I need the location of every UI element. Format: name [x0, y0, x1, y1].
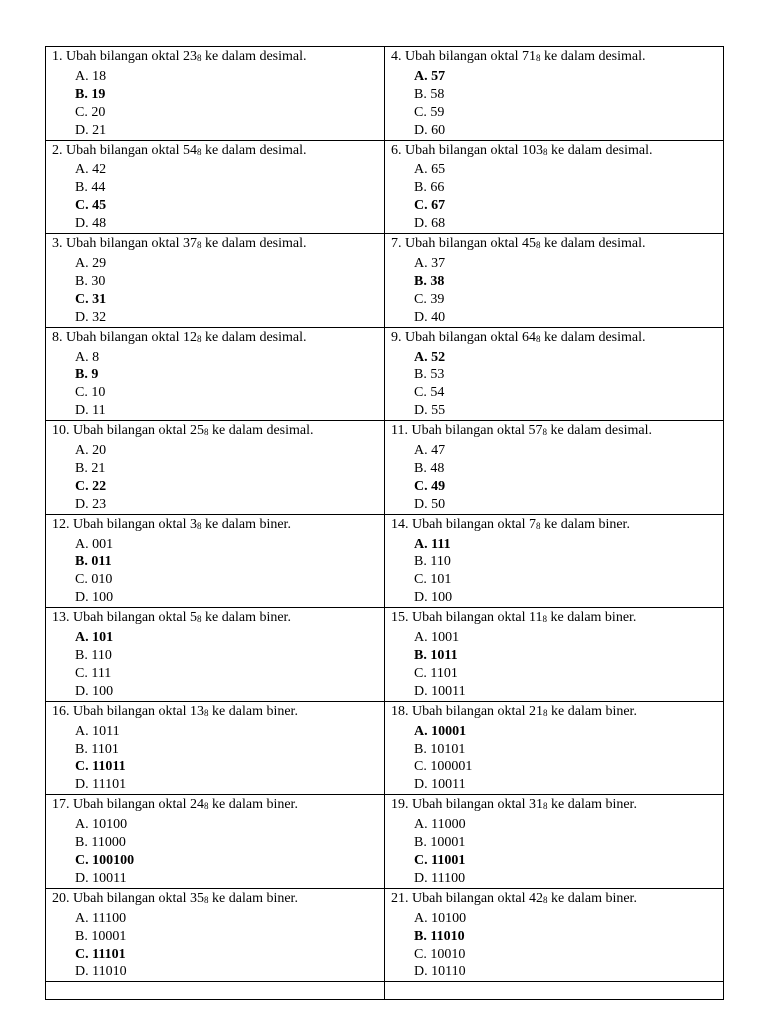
base-subscript: 8 — [542, 427, 548, 438]
answer-option: C. 20 — [75, 104, 106, 120]
answer-option: D. 10011 — [414, 777, 466, 793]
answer-option: A. 11000 — [414, 817, 466, 833]
question-prefix: 14. Ubah bilangan oktal 7 — [391, 516, 537, 532]
answer-option: A. 001 — [75, 536, 114, 552]
answer-option: B. 110 — [414, 554, 451, 570]
question-row — [46, 888, 724, 982]
base-subscript: 8 — [197, 240, 202, 251]
answer-option-correct: A. 57 — [414, 68, 446, 84]
answer-option: C. 100001 — [414, 759, 473, 775]
answer-option: B. 66 — [414, 180, 445, 196]
base-subscript: 8 — [536, 53, 541, 63]
question-cell — [385, 608, 724, 702]
question-prefix: 10. Ubah bilangan oktal 25 — [52, 423, 205, 439]
answer-option: B. 53 — [414, 367, 445, 383]
answer-option: A. 47 — [414, 443, 446, 459]
question-row — [46, 234, 724, 328]
question-text — [52, 516, 378, 536]
answer-option: A. 20 — [75, 443, 107, 459]
question-text — [391, 235, 717, 255]
base-subscript: 8 — [197, 520, 202, 531]
answer-option: A. 8 — [75, 349, 100, 365]
answer-option-correct: C. 31 — [75, 291, 107, 307]
question-suffix: ke dalam desimal. — [540, 329, 646, 345]
answer-option: D. 100 — [414, 590, 453, 606]
question-suffix: ke dalam biner. — [208, 797, 298, 813]
answer-option: C. 39 — [414, 291, 445, 307]
answer-option: B. 44 — [75, 180, 106, 196]
question-text — [391, 516, 717, 536]
answer-option-correct: C. 49 — [414, 478, 446, 494]
answer-option-correct: B. 011 — [75, 554, 112, 570]
question-cell — [385, 514, 724, 608]
quiz-table — [45, 46, 724, 1000]
answer-option: D. 40 — [414, 309, 446, 325]
question-suffix: ke dalam biner. — [201, 516, 291, 532]
question-cell — [385, 327, 724, 421]
question-prefix: 9. Ubah bilangan oktal 64 — [391, 329, 537, 345]
question-row — [46, 795, 724, 889]
question-suffix: ke dalam desimal. — [547, 142, 653, 158]
question-prefix: 2. Ubah bilangan oktal 54 — [52, 142, 198, 158]
question-text — [391, 48, 717, 68]
question-text — [52, 48, 378, 68]
base-subscript: 8 — [543, 707, 548, 718]
question-suffix: ke dalam biner. — [547, 703, 637, 719]
answer-option: D. 21 — [75, 122, 107, 138]
answer-option-correct: C. 22 — [75, 478, 107, 494]
question-text — [52, 329, 378, 349]
question-prefix: 1. Ubah bilangan oktal 23 — [52, 49, 198, 64]
answer-option: A. 18 — [75, 68, 107, 84]
empty-row — [46, 982, 724, 1000]
answer-option: C. 54 — [414, 385, 445, 401]
answer-option: D. 55 — [414, 403, 446, 419]
question-text — [52, 796, 378, 816]
question-prefix: 13. Ubah bilangan oktal 5 — [52, 610, 198, 626]
answer-option: D. 11 — [75, 403, 106, 419]
question-text — [52, 890, 378, 910]
answer-option: D. 68 — [414, 216, 446, 232]
base-subscript: 8 — [197, 146, 202, 157]
answer-option-correct: A. 101 — [75, 630, 114, 646]
base-subscript: 8 — [543, 894, 548, 905]
answer-option: A. 10100 — [414, 910, 467, 926]
base-subscript: 8 — [204, 801, 209, 812]
question-prefix: 6. Ubah bilangan oktal 103 — [391, 142, 544, 158]
question-prefix: 16. Ubah bilangan oktal 13 — [52, 703, 205, 719]
question-cell — [46, 888, 385, 982]
answer-option: D. 10011 — [75, 870, 127, 886]
question-text — [52, 142, 378, 162]
question-cell — [385, 421, 724, 515]
answer-option: A. 1001 — [414, 630, 460, 646]
question-cell — [46, 140, 385, 234]
base-subscript: 8 — [542, 614, 548, 625]
question-row — [46, 47, 724, 141]
answer-option: A. 1011 — [75, 723, 120, 739]
answer-option: D. 10110 — [414, 964, 466, 980]
answer-option: C. 111 — [75, 665, 112, 681]
base-subscript: 8 — [197, 333, 202, 344]
answer-option-correct: B. 19 — [75, 86, 106, 102]
answer-option-correct: C. 11001 — [414, 852, 466, 868]
answer-option: D. 10011 — [414, 683, 466, 699]
question-prefix: 8. Ubah bilangan oktal 12 — [52, 329, 198, 345]
answer-option: A. 10100 — [75, 817, 128, 833]
base-subscript: 8 — [543, 146, 548, 157]
question-cell — [46, 421, 385, 515]
question-prefix: 20. Ubah bilangan oktal 35 — [52, 890, 205, 906]
question-suffix: ke dalam desimal. — [547, 423, 652, 439]
question-text — [52, 422, 378, 442]
answer-option: C. 010 — [75, 572, 113, 588]
question-prefix: 3. Ubah bilangan oktal 37 — [52, 236, 198, 252]
answer-option: C. 101 — [414, 572, 452, 588]
answer-option-correct: B. 1011 — [414, 648, 458, 663]
answer-option: D. 23 — [75, 496, 107, 512]
question-suffix: ke dalam biner. — [547, 610, 637, 626]
base-subscript: 8 — [536, 240, 541, 251]
question-cell — [385, 47, 724, 141]
empty-cell — [385, 982, 724, 1000]
base-subscript: 8 — [197, 53, 202, 63]
question-suffix: ke dalam biner. — [201, 610, 291, 626]
answer-option: A. 11100 — [75, 910, 127, 926]
question-suffix: ke dalam desimal. — [208, 423, 314, 439]
question-suffix: ke dalam desimal. — [201, 236, 307, 252]
question-cell — [46, 327, 385, 421]
question-suffix: ke dalam desimal. — [201, 49, 307, 64]
question-suffix: ke dalam desimal. — [201, 142, 307, 158]
answer-option: A. 37 — [414, 255, 446, 271]
base-subscript: 8 — [536, 333, 541, 344]
question-row — [46, 327, 724, 421]
answer-option: C. 59 — [414, 104, 445, 120]
question-row — [46, 514, 724, 608]
question-prefix: 15. Ubah bilangan oktal 11 — [391, 610, 543, 626]
question-suffix: ke dalam biner. — [208, 703, 298, 719]
question-text — [52, 235, 378, 255]
answer-option: B. 30 — [75, 273, 106, 289]
question-text — [391, 703, 717, 723]
question-suffix: ke dalam biner. — [547, 797, 637, 813]
answer-option: D. 100 — [75, 683, 114, 699]
answer-option-correct: A. 52 — [414, 349, 446, 365]
answer-option-correct: C. 100100 — [75, 852, 135, 868]
question-text — [391, 609, 717, 629]
question-row — [46, 701, 724, 795]
answer-option: B. 10001 — [75, 928, 127, 944]
question-prefix: 18. Ubah bilangan oktal 21 — [391, 703, 544, 719]
question-suffix: ke dalam biner. — [208, 890, 298, 906]
answer-option: B. 21 — [75, 460, 106, 476]
answer-option: B. 48 — [414, 460, 445, 476]
base-subscript: 8 — [197, 614, 202, 625]
question-prefix: 12. Ubah bilangan oktal 3 — [52, 516, 198, 532]
question-prefix: 11. Ubah bilangan oktal 57 — [391, 423, 543, 439]
question-suffix: ke dalam desimal. — [540, 49, 646, 64]
base-subscript: 8 — [204, 707, 209, 718]
answer-option-correct: C. 11101 — [75, 946, 126, 962]
answer-option-correct: A. 10001 — [414, 723, 467, 739]
question-cell — [46, 608, 385, 702]
answer-option-correct: C. 67 — [414, 198, 446, 214]
question-text — [391, 796, 717, 816]
answer-option: D. 11100 — [414, 870, 466, 886]
question-cell — [46, 47, 385, 141]
answer-option: C. 10010 — [414, 946, 466, 962]
answer-option: D. 32 — [75, 309, 107, 325]
answer-option: B. 10101 — [414, 741, 466, 757]
question-prefix: 21. Ubah bilangan oktal 42 — [391, 890, 544, 906]
answer-option-correct: B. 9 — [75, 367, 99, 383]
question-cell — [385, 140, 724, 234]
answer-option: D. 60 — [414, 122, 446, 138]
answer-option: C. 1101 — [414, 665, 458, 681]
question-prefix: 17. Ubah bilangan oktal 24 — [52, 797, 205, 813]
base-subscript: 8 — [536, 520, 541, 531]
base-subscript: 8 — [204, 894, 209, 905]
question-text — [391, 422, 717, 442]
question-cell — [46, 701, 385, 795]
question-text — [391, 142, 717, 162]
answer-option: B. 11000 — [75, 835, 126, 851]
base-subscript: 8 — [543, 801, 548, 812]
question-row — [46, 140, 724, 234]
question-cell — [385, 234, 724, 328]
question-suffix: ke dalam desimal. — [540, 236, 646, 252]
answer-option: B. 58 — [414, 86, 445, 102]
question-prefix: 19. Ubah bilangan oktal 31 — [391, 797, 544, 813]
question-text — [52, 609, 378, 629]
answer-option-correct: B. 38 — [414, 273, 445, 289]
quiz-body — [46, 47, 724, 1000]
answer-option-correct: B. 11010 — [414, 928, 465, 944]
question-suffix: ke dalam desimal. — [201, 329, 307, 345]
question-text — [391, 329, 717, 349]
answer-option: D. 100 — [75, 590, 114, 606]
base-subscript: 8 — [204, 427, 209, 438]
question-prefix: 4. Ubah bilangan oktal 71 — [391, 49, 537, 64]
answer-option-correct: A. 111 — [414, 536, 451, 552]
question-cell — [385, 701, 724, 795]
question-cell — [46, 514, 385, 608]
question-row — [46, 608, 724, 702]
answer-option: D. 50 — [414, 496, 446, 512]
answer-option: B. 10001 — [414, 835, 466, 851]
question-row — [46, 421, 724, 515]
question-cell — [385, 888, 724, 982]
answer-option-correct: C. 11011 — [75, 759, 126, 775]
answer-option: B. 1101 — [75, 741, 119, 757]
answer-option: D. 11101 — [75, 777, 127, 793]
question-cell — [46, 795, 385, 889]
answer-option: D. 11010 — [75, 964, 127, 980]
question-prefix: 7. Ubah bilangan oktal 45 — [391, 236, 537, 252]
answer-option: A. 29 — [75, 255, 107, 271]
answer-option: A. 42 — [75, 162, 107, 178]
question-text — [52, 703, 378, 723]
question-cell — [46, 234, 385, 328]
question-text — [391, 890, 717, 910]
answer-option: C. 10 — [75, 385, 106, 401]
answer-option: B. 110 — [75, 648, 112, 663]
answer-option: A. 65 — [414, 162, 446, 178]
question-suffix: ke dalam biner. — [540, 516, 630, 532]
answer-option: D. 48 — [75, 216, 107, 232]
question-cell — [385, 795, 724, 889]
question-suffix: ke dalam biner. — [547, 890, 637, 906]
empty-cell — [46, 982, 385, 1000]
answer-option-correct: C. 45 — [75, 198, 107, 214]
